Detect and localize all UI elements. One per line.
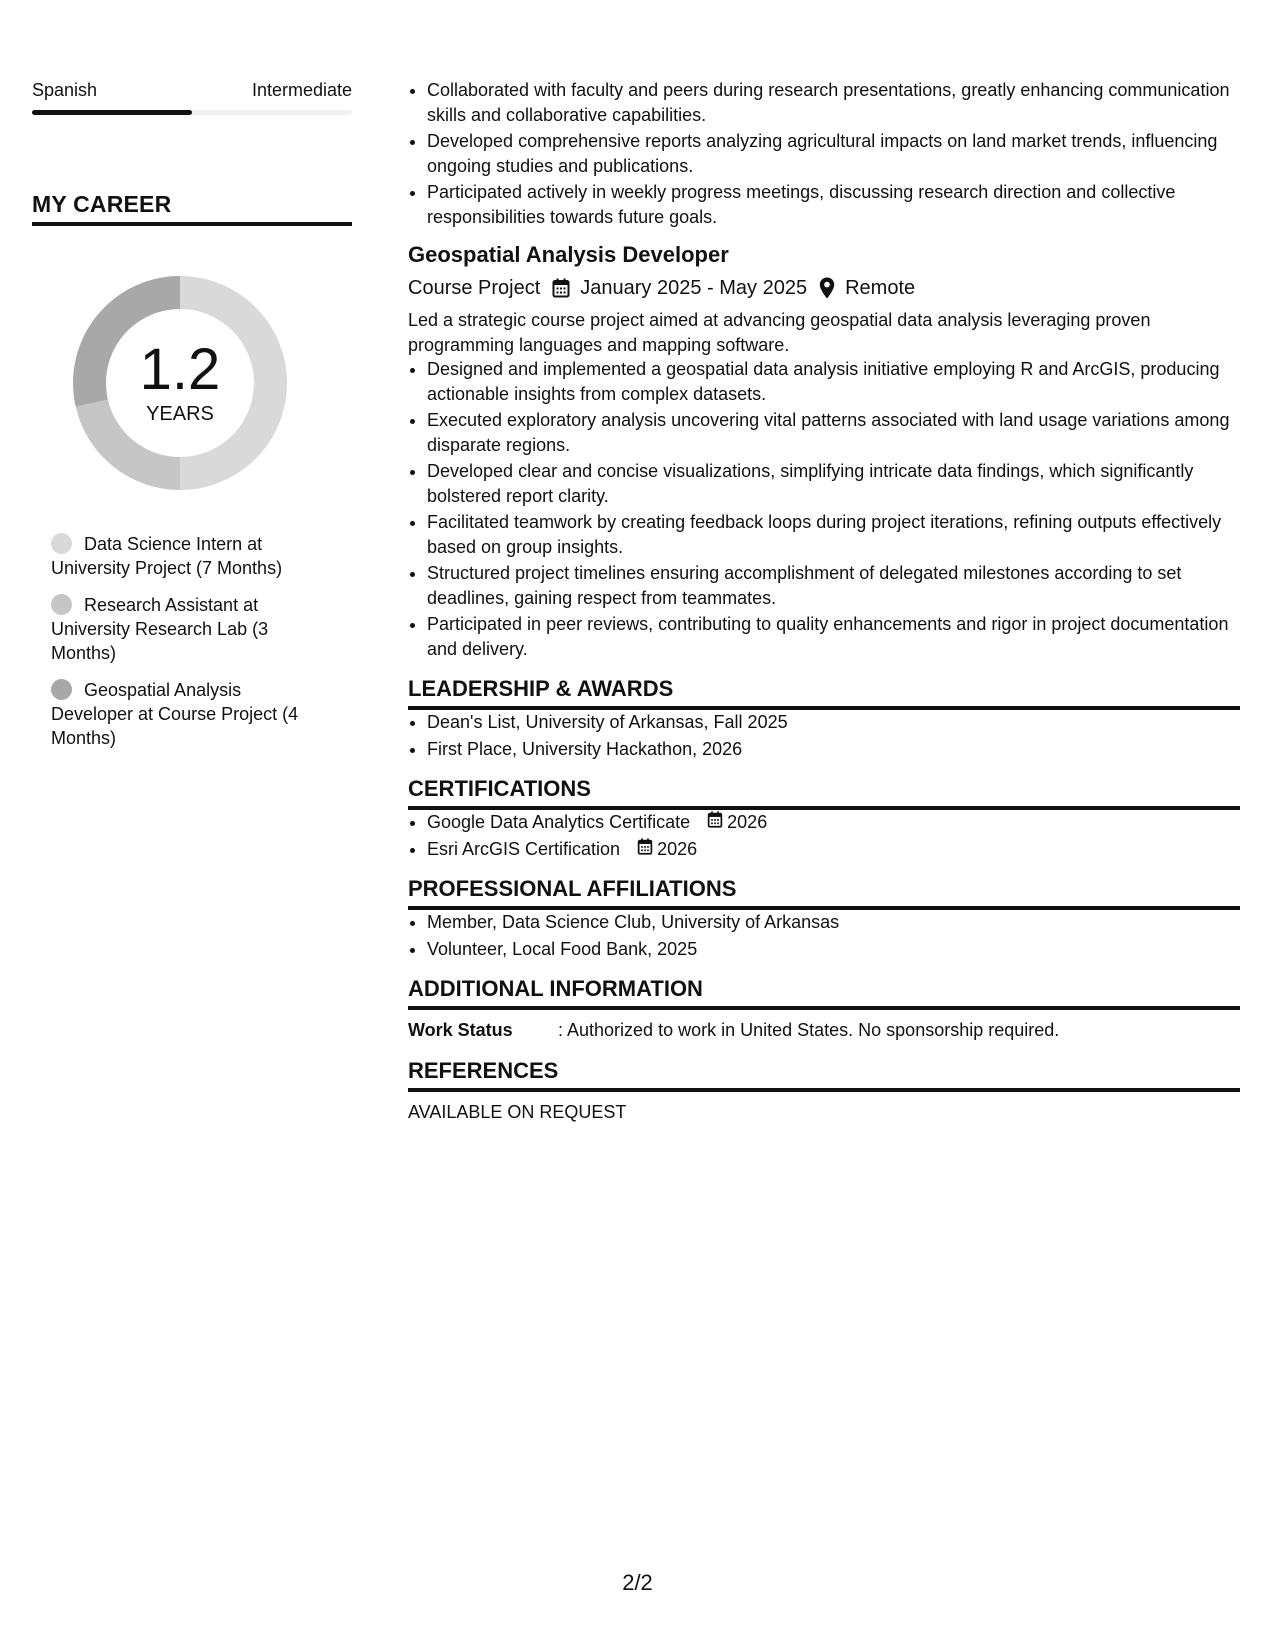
- language-level: Intermediate: [251, 80, 352, 100]
- legend-swatch: [51, 679, 72, 700]
- language-item: [32, 78, 352, 115]
- calendar-icon: [552, 278, 570, 298]
- additional-info-heading: ADDITIONAL INFORMATION: [408, 975, 1240, 1010]
- certification-name: Esri ArcGIS Certification: [427, 838, 621, 859]
- list-item: • First Place, University Hackathon, 2026: [427, 737, 1240, 762]
- sidebar: [32, 78, 352, 763]
- legend-label: Geospatial Analysis Developer at Course Project (4 Months): [51, 680, 299, 748]
- certification-year: 2026: [727, 812, 768, 832]
- page-number: 2/2: [622, 1570, 653, 1595]
- list-item: • Participated in peer reviews, contributing to quality enhancements and rigor in project documentation and delivery.: [427, 612, 1240, 661]
- list-item: [427, 837, 1240, 862]
- list-item: • Developed comprehensive reports analyzing agricultural impacts on land market trends, influencing ongoing studies and publications.: [427, 129, 1240, 178]
- certifications-list: [408, 810, 1240, 861]
- list-item: • Dean's List, University of Arkansas, Fall 2025: [427, 710, 1240, 735]
- legend-swatch: [51, 533, 72, 554]
- certifications-heading: CERTIFICATIONS: [408, 775, 1240, 810]
- calendar-icon: [637, 837, 657, 862]
- list-item: • Member, Data Science Club, University of Arkansas: [427, 910, 1240, 935]
- language-proficiency-fill: [32, 110, 192, 115]
- career-total-unit: YEARS: [146, 403, 214, 425]
- job-location: Remote: [845, 277, 916, 299]
- references-heading: REFERENCES: [408, 1057, 1240, 1092]
- job-meta: [408, 275, 1240, 301]
- career-heading: MY CAREER: [32, 191, 352, 226]
- list-item: • Facilitated teamwork by creating feedback loops during project iterations, refining outputs effectively based on group insights.: [427, 510, 1240, 559]
- job-organization: Course Project: [408, 277, 541, 299]
- legend-swatch: [51, 594, 72, 615]
- main-content: [408, 78, 1240, 1124]
- list-item: [427, 810, 1240, 835]
- career-legend: [51, 532, 321, 750]
- job-title: Geospatial Analysis Developer: [408, 242, 729, 267]
- list-item: • Structured project timelines ensuring accomplishment of delegated milestones according to set deadlines, gaining respect from teammates.: [427, 561, 1240, 610]
- work-status-value: : Authorized to work in United States. No sponsorship required.: [558, 1020, 1060, 1040]
- job-bullets: [408, 357, 1240, 661]
- affiliations-heading: PROFESSIONAL AFFILIATIONS: [408, 875, 1240, 910]
- affiliations-list: [408, 910, 1240, 961]
- job-description: Led a strategic course project aimed at advancing geospatial data analysis leveraging proven programming languages and mapping software.: [408, 310, 1151, 355]
- job-dates: January 2025 - May 2025: [580, 277, 808, 299]
- certification-year: 2026: [657, 838, 698, 859]
- leadership-list: [408, 710, 1240, 761]
- legend-item: [51, 532, 321, 580]
- leadership-heading: LEADERSHIP & AWARDS: [408, 675, 1240, 710]
- legend-label: Data Science Intern at University Project (7 Months): [51, 534, 283, 578]
- references-text: AVAILABLE ON REQUEST: [408, 1101, 627, 1122]
- calendar-icon: [707, 810, 727, 835]
- career-total-value: 1.2: [139, 337, 221, 402]
- list-item: • Executed exploratory analysis uncovering vital patterns associated with land usage variations among disparate regions.: [427, 408, 1240, 457]
- work-status-row: [408, 1018, 1240, 1043]
- work-status-label: Work Status: [408, 1020, 513, 1040]
- list-item: • Developed clear and concise visualizations, simplifying intricate data findings, which significantly bolstered report clarity.: [427, 459, 1240, 508]
- language-name: Spanish: [32, 80, 98, 100]
- legend-item: [51, 678, 321, 750]
- list-item: • Designed and implemented a geospatial data analysis initiative employing R and ArcGIS, producing actionable insights from complex datasets.: [427, 357, 1240, 406]
- location-pin-icon: [819, 277, 835, 299]
- list-item: • Collaborated with faculty and peers during research presentations, greatly enhancing communication skills and collaborative capabilities.: [427, 78, 1240, 127]
- previous-job-bullets: [408, 78, 1240, 229]
- language-proficiency-bar: [32, 110, 352, 115]
- certification-name: Google Data Analytics Certificate: [427, 812, 691, 832]
- list-item: • Participated actively in weekly progress meetings, discussing research direction and collective responsibilities towards future goals.: [427, 180, 1240, 229]
- legend-item: [51, 593, 321, 665]
- career-donut-chart: [65, 268, 295, 498]
- list-item: • Volunteer, Local Food Bank, 2025: [427, 937, 1240, 962]
- legend-label: Research Assistant at University Research Lab (3 Months): [51, 595, 269, 663]
